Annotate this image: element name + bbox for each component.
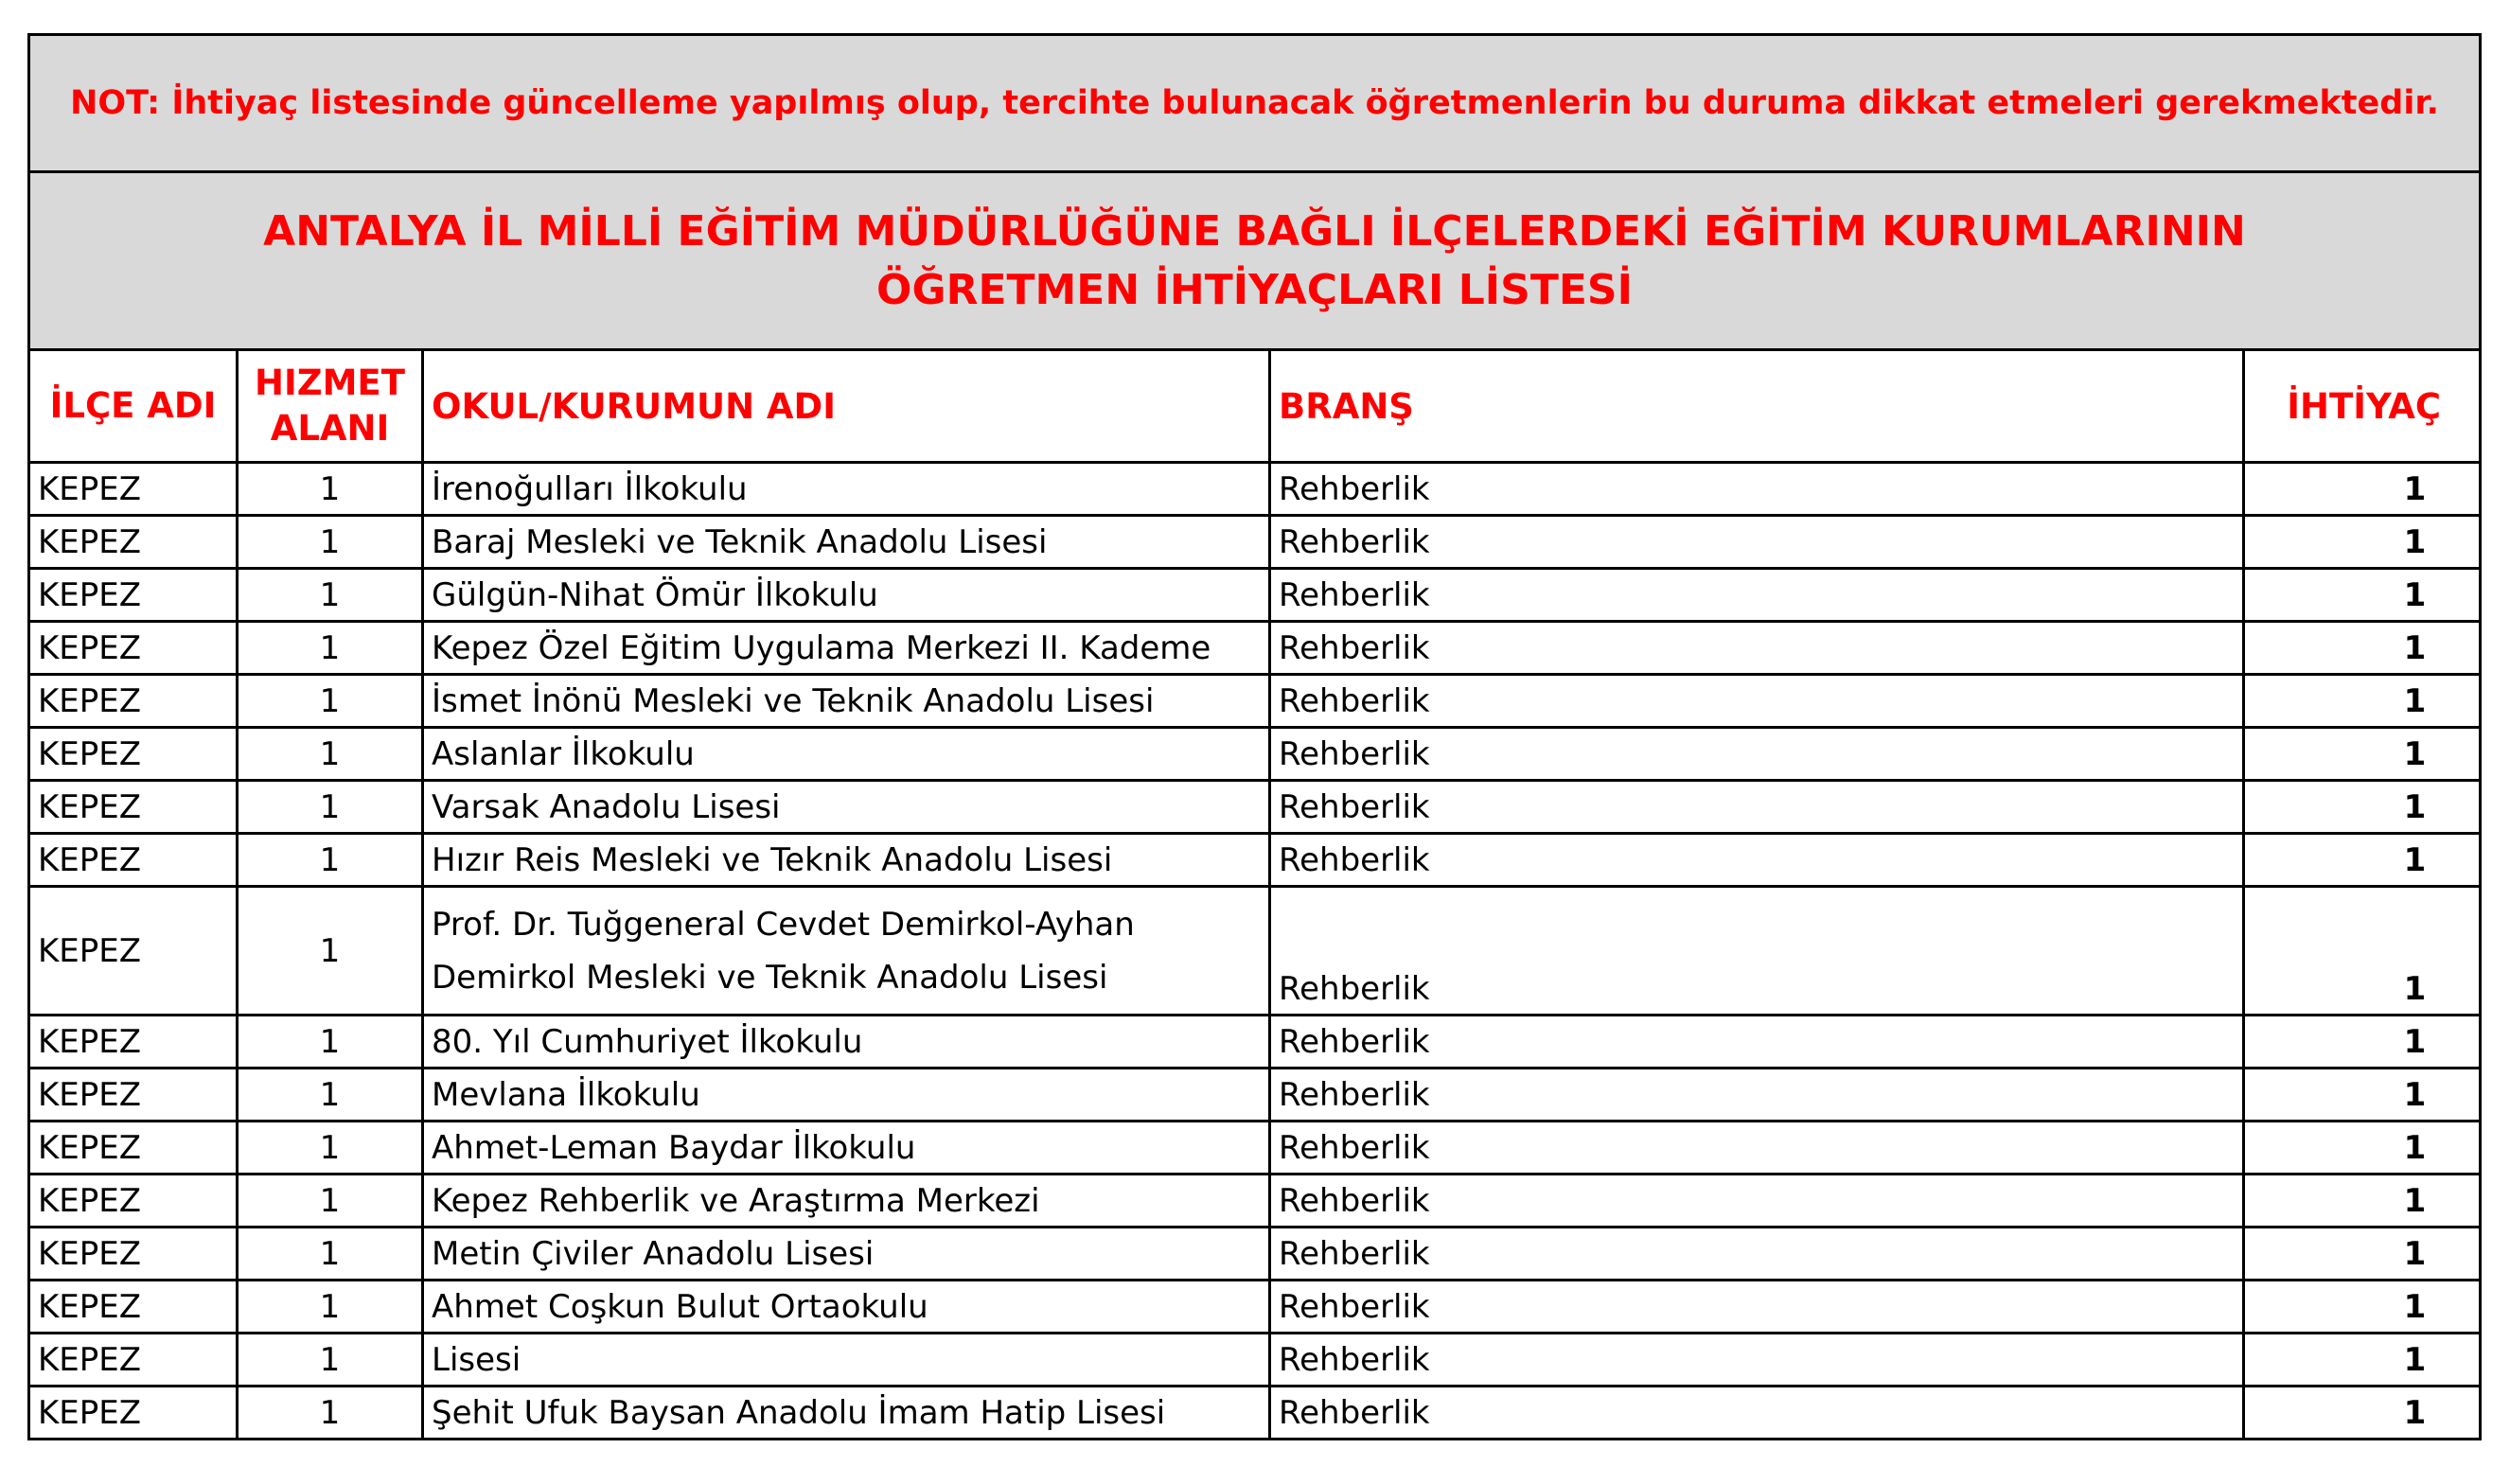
service-area-cell: 1 [238,887,423,1016]
school-cell: Kepez Rehberlik ve Araştırma Merkezi [423,1175,1270,1228]
need-cell: 1 [2244,1122,2481,1175]
school-cell: Baraj Mesleki ve Teknik Anadolu Lisesi [423,516,1270,569]
branch-cell: Rehberlik [1270,622,2244,675]
need-cell: 1 [2244,1069,2481,1122]
header-school: OKUL/KURUMUN ADI [423,350,1270,463]
service-area-cell: 1 [238,1069,423,1122]
need-cell: 1 [2244,728,2481,781]
service-area-cell: 1 [238,463,423,516]
service-area-cell: 1 [238,1228,423,1281]
school-cell: Hızır Reis Mesleki ve Teknik Anadolu Lisesi [423,834,1270,887]
table-row [29,887,2481,1016]
school-line-2: Demirkol Mesleki ve Teknik Anadolu Lisesi [432,958,1108,997]
need-cell: 1 [2244,887,2481,1016]
table-row [29,675,2481,728]
service-area-cell: 1 [238,622,423,675]
needs-list-sheet [27,33,2479,1440]
table-row [29,1387,2481,1440]
district-cell: KEPEZ [29,675,238,728]
school-cell: İsmet İnönü Mesleki ve Teknik Anadolu Lisesi [423,675,1270,728]
school-cell: Şehit Ufuk Baysan Anadolu İmam Hatip Lisesi [423,1387,1270,1440]
service-area-cell: 1 [238,1175,423,1228]
note-row [29,35,2481,172]
school-cell: Gülgün-Nihat Ömür İlkokulu [423,569,1270,622]
title-row [29,172,2481,350]
branch-cell: Rehberlik [1270,781,2244,834]
branch-cell: Rehberlik [1270,1016,2244,1069]
branch-cell: Rehberlik [1270,728,2244,781]
district-cell: KEPEZ [29,887,238,1016]
table-row [29,781,2481,834]
table-row [29,1175,2481,1228]
need-cell: 1 [2244,1387,2481,1440]
header-district: İLÇE ADI [29,350,238,463]
district-cell: KEPEZ [29,1175,238,1228]
table-row [29,728,2481,781]
table-row [29,516,2481,569]
district-cell: KEPEZ [29,622,238,675]
school-cell: Ahmet Coşkun Bulut Ortaokulu [423,1281,1270,1334]
service-area-cell: 1 [238,569,423,622]
district-cell: KEPEZ [29,1281,238,1334]
school-cell [423,887,1270,1016]
school-cell: Kepez Özel Eğitim Uygulama Merkezi II. Kademe [423,622,1270,675]
school-cell: Mevlana İlkokulu [423,1069,1270,1122]
need-cell: 1 [2244,1281,2481,1334]
need-cell: 1 [2244,569,2481,622]
need-cell: 1 [2244,1334,2481,1387]
title-line-2: ÖĞRETMEN İHTİYAÇLARI LİSTESİ [876,265,1633,314]
branch-cell: Rehberlik [1270,1228,2244,1281]
table-row [29,1016,2481,1069]
header-branch: BRANŞ [1270,350,2244,463]
school-cell: Lisesi [423,1334,1270,1387]
district-cell: KEPEZ [29,1122,238,1175]
page-title [29,172,2481,350]
district-cell: KEPEZ [29,728,238,781]
branch-cell: Rehberlik [1270,1334,2244,1387]
district-cell: KEPEZ [29,1069,238,1122]
need-cell: 1 [2244,622,2481,675]
service-area-cell: 1 [238,834,423,887]
district-cell: KEPEZ [29,1334,238,1387]
school-cell: İrenoğulları İlkokulu [423,463,1270,516]
branch-cell: Rehberlik [1270,516,2244,569]
branch-cell: Rehberlik [1270,1069,2244,1122]
district-cell: KEPEZ [29,1016,238,1069]
branch-cell: Rehberlik [1270,1122,2244,1175]
branch-cell: Rehberlik [1270,1387,2244,1440]
school-cell: Metin Çiviler Anadolu Lisesi [423,1228,1270,1281]
service-area-cell: 1 [238,1387,423,1440]
need-cell: 1 [2244,1228,2481,1281]
district-cell: KEPEZ [29,781,238,834]
district-cell: KEPEZ [29,516,238,569]
branch-cell: Rehberlik [1270,463,2244,516]
column-header-row [29,350,2481,463]
branch-cell: Rehberlik [1270,1281,2244,1334]
school-cell: Ahmet-Leman Baydar İlkokulu [423,1122,1270,1175]
table-row [29,1228,2481,1281]
title-line-1: ANTALYA İL MİLLİ EĞİTİM MÜDÜRLÜĞÜNE BAĞLI İLÇELERDEKİ EĞİTİM KURUMLARININ [263,206,2246,256]
table-row [29,1122,2481,1175]
service-area-cell: 1 [238,1334,423,1387]
header-service-area [238,350,423,463]
school-line-1: Prof. Dr. Tuğgeneral Cevdet Demirkol-Ayhan [432,905,1135,944]
service-area-cell: 1 [238,781,423,834]
school-cell: 80. Yıl Cumhuriyet İlkokulu [423,1016,1270,1069]
service-area-cell: 1 [238,1122,423,1175]
service-area-cell: 1 [238,728,423,781]
need-cell: 1 [2244,675,2481,728]
need-cell: 1 [2244,781,2481,834]
header-service-line-1: HIZMET [255,362,405,403]
header-need: İHTİYAÇ [2244,350,2481,463]
table-row [29,1334,2481,1387]
table-row [29,622,2481,675]
table-row [29,834,2481,887]
branch-cell: Rehberlik [1270,1175,2244,1228]
table-row [29,463,2481,516]
service-area-cell: 1 [238,675,423,728]
district-cell: KEPEZ [29,569,238,622]
district-cell: KEPEZ [29,463,238,516]
need-cell: 1 [2244,1175,2481,1228]
service-area-cell: 1 [238,1016,423,1069]
need-cell: 1 [2244,463,2481,516]
header-service-line-2: ALANI [270,408,390,449]
service-area-cell: 1 [238,1281,423,1334]
table-row [29,1281,2481,1334]
service-area-cell: 1 [238,516,423,569]
district-cell: KEPEZ [29,1387,238,1440]
branch-cell: Rehberlik [1270,675,2244,728]
school-cell: Varsak Anadolu Lisesi [423,781,1270,834]
need-cell: 1 [2244,1016,2481,1069]
branch-cell: Rehberlik [1270,834,2244,887]
table-row [29,569,2481,622]
needs-table [27,33,2482,1440]
branch-cell: Rehberlik [1270,569,2244,622]
district-cell: KEPEZ [29,834,238,887]
table-row [29,1069,2481,1122]
district-cell: KEPEZ [29,1228,238,1281]
school-cell: Aslanlar İlkokulu [423,728,1270,781]
need-cell: 1 [2244,834,2481,887]
need-cell: 1 [2244,516,2481,569]
update-note: NOT: İhtiyaç listesinde güncelleme yapılmış olup, tercihte bulunacak öğretmenlerin bu duruma dikkat etmeleri gerekmektedir. [29,35,2481,172]
branch-cell: Rehberlik [1270,887,2244,1016]
